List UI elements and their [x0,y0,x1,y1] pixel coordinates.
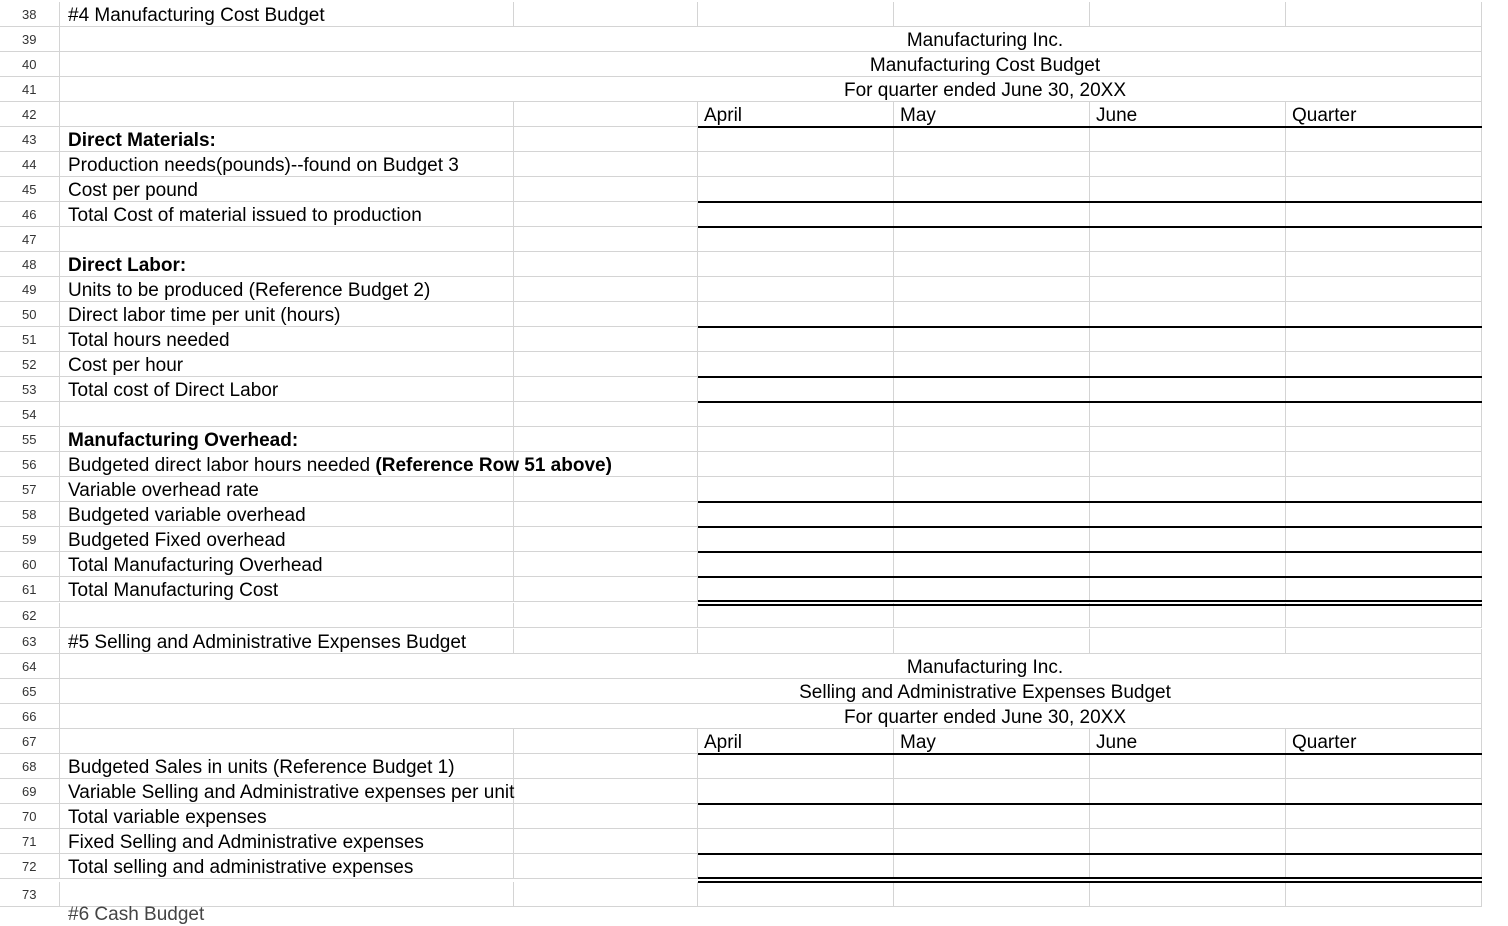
column-header-quarter: Quarter [1292,105,1357,126]
cell[interactable] [514,477,698,502]
cell[interactable] [1090,427,1286,452]
line-item-label: Budgeted Fixed overhead [68,530,286,551]
cell[interactable] [698,804,894,829]
cell[interactable] [1090,577,1286,602]
row-42 [0,102,1508,127]
cell[interactable] [1286,804,1482,829]
cell[interactable] [1090,452,1286,477]
cell[interactable] [894,127,1090,152]
cell[interactable] [894,327,1090,352]
cell[interactable] [894,377,1090,402]
cell[interactable] [1286,202,1482,227]
cell[interactable] [1286,277,1482,302]
subtotal-rule [698,376,1482,378]
cell[interactable] [514,277,698,302]
cell[interactable] [514,804,698,829]
cell[interactable] [894,854,1090,879]
cell[interactable] [1286,477,1482,502]
row-number[interactable]: 38 [0,2,60,27]
cell[interactable] [894,577,1090,602]
cell[interactable] [514,502,698,527]
row-40 [0,52,1508,77]
cell[interactable] [514,2,698,27]
cell[interactable] [894,804,1090,829]
total-rule [698,226,1482,228]
budget-title: Selling and Administrative Expenses Budget [799,682,1171,703]
cell[interactable] [1286,452,1482,477]
grand-total-double-rule [698,600,1482,606]
cell[interactable] [1090,227,1286,252]
company-name: Manufacturing Inc. [906,30,1064,51]
cell[interactable] [698,502,894,527]
cell[interactable] [1090,152,1286,177]
cell[interactable] [514,327,698,352]
cell[interactable] [1286,2,1482,27]
row-67 [0,729,1508,754]
cell[interactable] [894,2,1090,27]
budget-title: Manufacturing Cost Budget [869,55,1101,76]
cell[interactable] [1090,202,1286,227]
cell[interactable] [514,427,698,452]
cell[interactable] [514,402,698,427]
row-number[interactable]: 67 [0,729,60,754]
subtotal-rule [698,853,1482,855]
row-72 [0,854,1508,879]
row-number[interactable]: 52 [0,352,60,377]
line-item-label: Total Manufacturing Overhead [68,555,323,576]
column-header-june: June [1096,732,1138,753]
row-number[interactable]: 58 [0,502,60,527]
line-item-label: Production needs(pounds)--found on Budget 3 [68,155,459,176]
row-52 [0,352,1508,377]
cell[interactable] [514,302,698,327]
column-header-june: June [1096,105,1138,126]
row-71 [0,829,1508,854]
row-number[interactable]: 63 [0,629,60,654]
company-name: Manufacturing Inc. [906,657,1064,678]
cell[interactable] [514,352,698,377]
row-number[interactable]: 61 [0,577,60,602]
row-number[interactable]: 68 [0,754,60,779]
cell[interactable] [698,302,894,327]
cell[interactable] [894,352,1090,377]
column-header-quarter: Quarter [1292,732,1357,753]
cell[interactable] [1286,882,1482,907]
row-64 [0,654,1508,679]
cell[interactable] [1090,779,1286,804]
subtotal-rule [698,201,1482,203]
row-number[interactable]: 46 [0,202,60,227]
row-number[interactable]: 53 [0,377,60,402]
row-number[interactable]: 50 [0,302,60,327]
cell[interactable] [1286,377,1482,402]
direct-materials-heading: Direct Materials: [68,130,216,151]
cell[interactable] [1286,552,1482,577]
row-number[interactable]: 41 [0,77,60,102]
cell[interactable] [894,754,1090,779]
cell[interactable] [894,277,1090,302]
cell[interactable] [698,177,894,202]
header-underline [698,753,1482,755]
row-38 [0,2,1508,27]
row-43 [0,127,1508,152]
cell[interactable] [60,227,514,252]
cell[interactable] [894,202,1090,227]
next-section-heading-partial: #6 Cash Budget [68,904,205,925]
budget-period: For quarter ended June 30, 20XX [843,707,1127,728]
row-49 [0,277,1508,302]
row-number[interactable]: 49 [0,277,60,302]
row-73 [0,882,1508,907]
row-number[interactable]: 42 [0,102,60,127]
row-69 [0,779,1508,804]
cell[interactable] [514,152,698,177]
cell[interactable] [698,127,894,152]
cell[interactable] [894,779,1090,804]
cell[interactable] [698,2,894,27]
cell[interactable] [698,152,894,177]
cell[interactable] [514,377,698,402]
cell[interactable] [698,327,894,352]
row-number[interactable]: 73 [0,882,60,907]
cell[interactable] [1286,527,1482,552]
budget-period: For quarter ended June 30, 20XX [843,80,1127,101]
row-number[interactable]: 48 [0,252,60,277]
row-48 [0,252,1508,277]
row-70 [0,804,1508,829]
cell[interactable] [698,577,894,602]
cell[interactable] [1090,402,1286,427]
cell[interactable] [894,152,1090,177]
column-header-april: April [704,732,743,753]
row-51 [0,327,1508,352]
line-item-label: Units to be produced (Reference Budget 2) [68,280,431,301]
cell[interactable] [1286,352,1482,377]
row-number[interactable]: 65 [0,679,60,704]
subtotal-rule [698,501,1482,503]
cell[interactable] [1090,252,1286,277]
cell[interactable] [894,402,1090,427]
row-number[interactable]: 64 [0,654,60,679]
cell[interactable] [1286,227,1482,252]
cell[interactable] [514,552,698,577]
row-56 [0,452,1508,477]
cell[interactable] [698,452,894,477]
row-number[interactable]: 44 [0,152,60,177]
row-45 [0,177,1508,202]
cell[interactable] [514,527,698,552]
row-63 [0,629,1508,654]
row-number[interactable]: 72 [0,854,60,879]
cell[interactable] [1090,754,1286,779]
cell[interactable] [894,629,1090,654]
row-number[interactable]: 62 [0,603,60,628]
cell[interactable] [698,552,894,577]
cell[interactable] [1286,402,1482,427]
cell[interactable] [698,252,894,277]
cell[interactable] [1286,177,1482,202]
cell[interactable] [1286,502,1482,527]
cell[interactable] [1286,252,1482,277]
row-number[interactable]: 51 [0,327,60,352]
cell[interactable] [698,854,894,879]
row-62 [0,603,1508,628]
row-50 [0,302,1508,327]
cell[interactable] [1090,552,1286,577]
row-number[interactable]: 71 [0,829,60,854]
cell[interactable] [894,302,1090,327]
row-number[interactable]: 59 [0,527,60,552]
cell[interactable] [1286,779,1482,804]
line-item-text: Budgeted direct labor hours needed [68,455,376,476]
column-header-may: May [900,732,936,753]
row-54 [0,402,1508,427]
section-5-heading: #5 Selling and Administrative Expenses Budget [68,632,467,653]
cell[interactable] [698,882,894,907]
grand-total-double-rule [698,877,1482,883]
cell[interactable] [514,629,698,654]
cell[interactable] [698,779,894,804]
cell[interactable] [60,102,514,127]
cell[interactable] [514,127,698,152]
column-header-april: April [704,105,743,126]
manufacturing-overhead-heading: Manufacturing Overhead: [68,430,299,451]
cell[interactable] [1090,502,1286,527]
cell[interactable] [894,829,1090,854]
row-39 [0,27,1508,52]
cell[interactable] [894,527,1090,552]
row-46 [0,202,1508,227]
cell[interactable] [1090,629,1286,654]
cell[interactable] [894,603,1090,628]
line-item-label: Budgeted variable overhead [68,505,306,526]
cell[interactable] [698,527,894,552]
row-59 [0,527,1508,552]
row-number[interactable]: 70 [0,804,60,829]
line-item-label: Cost per hour [68,355,184,376]
cell[interactable] [894,452,1090,477]
cell[interactable] [60,729,514,754]
line-item-label: Fixed Selling and Administrative expenses [68,832,424,853]
cell[interactable] [698,377,894,402]
cell[interactable] [1090,603,1286,628]
cell[interactable] [1090,377,1286,402]
row-55 [0,427,1508,452]
row-number[interactable]: 45 [0,177,60,202]
cell[interactable] [1286,629,1482,654]
line-item-label: Cost per pound [68,180,198,201]
cell[interactable] [1090,804,1286,829]
cell[interactable] [1286,854,1482,879]
line-item-label: Variable Selling and Administrative expenses per unit [68,782,515,803]
cell[interactable] [1090,477,1286,502]
line-item-label: Total selling and administrative expenses [68,857,414,878]
cell[interactable] [698,629,894,654]
cell[interactable] [1286,427,1482,452]
cell[interactable] [1090,302,1286,327]
subtotal-rule [698,526,1482,528]
row-number[interactable]: 57 [0,477,60,502]
line-item-label: Variable overhead rate [68,480,259,501]
row-47 [0,227,1508,252]
cell[interactable] [698,352,894,377]
line-item-label: Budgeted Sales in units (Reference Budget 1) [68,757,455,778]
row-53 [0,377,1508,402]
cell[interactable] [1286,577,1482,602]
cell[interactable] [698,754,894,779]
cell[interactable] [1286,152,1482,177]
row-68 [0,754,1508,779]
line-item-label: Total Cost of material issued to production [68,205,422,226]
subtotal-rule [698,576,1482,578]
row-number[interactable]: 56 [0,452,60,477]
cell[interactable] [514,829,698,854]
row-57 [0,477,1508,502]
cell[interactable] [1090,177,1286,202]
row-61 [0,577,1508,602]
row-number[interactable]: 66 [0,704,60,729]
cell[interactable] [1286,603,1482,628]
cell[interactable] [894,177,1090,202]
row-44 [0,152,1508,177]
row-58 [0,502,1508,527]
cell[interactable] [894,227,1090,252]
line-item-label: Total cost of Direct Labor [68,380,279,401]
row-41 [0,77,1508,102]
cell[interactable] [894,502,1090,527]
cell[interactable] [894,252,1090,277]
total-rule [698,401,1482,403]
row-number[interactable]: 40 [0,52,60,77]
cell[interactable] [1090,829,1286,854]
line-item-label: Total variable expenses [68,807,267,828]
cell[interactable] [514,754,698,779]
cell[interactable] [514,202,698,227]
row-number[interactable]: 60 [0,552,60,577]
row-number[interactable]: 55 [0,427,60,452]
row-66 [0,704,1508,729]
cell[interactable] [514,102,698,127]
subtotal-rule [698,803,1482,805]
row-number[interactable]: 39 [0,27,60,52]
cell[interactable] [1090,527,1286,552]
cell[interactable] [514,227,698,252]
subtotal-rule [698,551,1482,553]
line-item-label: Direct labor time per unit (hours) [68,305,341,326]
cell[interactable] [514,252,698,277]
row-number[interactable]: 54 [0,402,60,427]
cell[interactable] [514,854,698,879]
cell[interactable] [894,882,1090,907]
cell[interactable] [698,603,894,628]
cell[interactable] [698,277,894,302]
cell[interactable] [698,202,894,227]
cell[interactable] [894,427,1090,452]
line-item-label [68,452,612,477]
cell[interactable] [1090,854,1286,879]
cell[interactable] [514,177,698,202]
cell[interactable] [698,402,894,427]
cell[interactable] [514,729,698,754]
row-65 [0,679,1508,704]
cell[interactable] [1090,352,1286,377]
line-item-label: Total hours needed [68,330,230,351]
cell[interactable] [514,603,698,628]
subtotal-rule [698,326,1482,328]
cell[interactable] [1286,302,1482,327]
row-number[interactable]: 69 [0,779,60,804]
cell[interactable] [1090,2,1286,27]
cell[interactable] [698,427,894,452]
cell[interactable] [698,477,894,502]
header-underline [698,126,1482,128]
cell[interactable] [1090,882,1286,907]
direct-labor-heading: Direct Labor: [68,255,187,276]
cell[interactable] [60,603,514,628]
cell[interactable] [514,779,698,804]
cell[interactable] [514,577,698,602]
section-4-heading: #4 Manufacturing Cost Budget [68,5,325,26]
row-60 [0,552,1508,577]
cell[interactable] [894,552,1090,577]
cell[interactable] [894,477,1090,502]
reference-note: (Reference Row 51 above) [375,455,612,476]
cell[interactable] [698,829,894,854]
row-number[interactable]: 47 [0,227,60,252]
cell[interactable] [1286,754,1482,779]
row-number[interactable]: 43 [0,127,60,152]
cell[interactable] [1090,127,1286,152]
cell[interactable] [1090,277,1286,302]
line-item-label: Total Manufacturing Cost [68,580,279,601]
cell[interactable] [60,402,514,427]
cell[interactable] [1286,327,1482,352]
cell[interactable] [514,882,698,907]
cell[interactable] [698,227,894,252]
column-header-may: May [900,105,936,126]
cell[interactable] [1286,829,1482,854]
cell[interactable] [1090,327,1286,352]
cell[interactable] [1286,127,1482,152]
